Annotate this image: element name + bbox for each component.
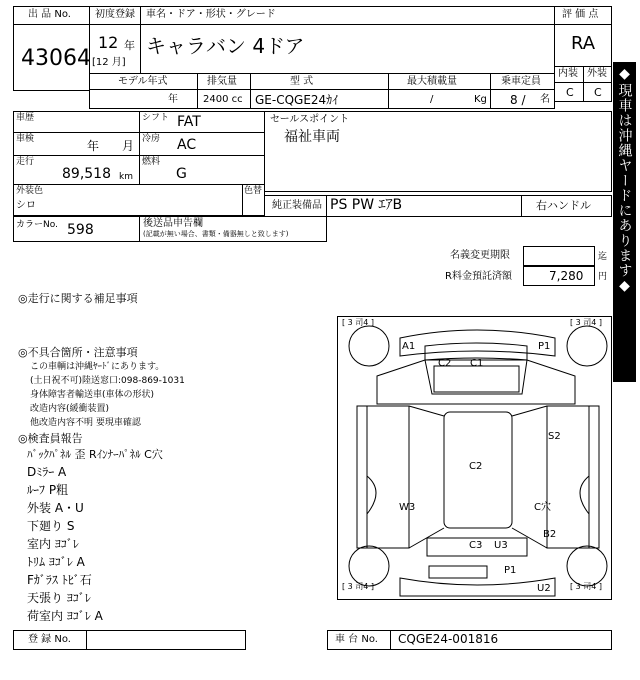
inspection-month: 月: [122, 139, 135, 153]
mark-c2-front: C2: [438, 358, 452, 369]
interior-label: 内装: [558, 68, 578, 79]
defect-line-2: (土日祝不可)陸送窓口:098-869-1031: [30, 376, 185, 386]
recycle-unit: 円: [598, 272, 608, 282]
color-no-label: カラーNo.: [16, 220, 58, 230]
mileage-label: 走行: [16, 157, 35, 167]
reg-no-label: 登 録 No.: [28, 634, 71, 645]
inspector-line-7: ﾄﾘﾑ ﾖｺﾞﾚ A: [27, 555, 85, 569]
inspector-line-6: 室内 ﾖｺﾞﾚ: [27, 537, 79, 551]
equipment-value: PS PW ｴｱB: [330, 197, 403, 213]
capacity-unit: 名: [540, 94, 550, 105]
fuel-label: 燃料: [142, 157, 161, 167]
exterior-grade: C: [594, 86, 602, 99]
front-left-wheel: [349, 326, 389, 366]
registration-label: 初度登録: [95, 9, 135, 20]
location-notice-text: ◆現車は沖縄ヤードにあります◆: [616, 66, 633, 295]
registration-year: 12: [98, 33, 119, 52]
inspector-line-9: 天張り ﾖｺﾞﾚ: [27, 591, 91, 605]
exterior-color-box: [13, 184, 243, 216]
inspector-line-4: 外装 A・U: [27, 501, 84, 515]
exterior-label: 外装: [587, 68, 607, 79]
inspector-line-2: Dﾐﾗｰ A: [27, 465, 67, 479]
registration-year-unit: 年: [124, 39, 135, 52]
chassis-label: 車 台 No.: [335, 634, 378, 645]
score-label: 評 価 点: [562, 9, 599, 20]
mileage-unit: km: [119, 172, 133, 182]
defect-line-4: 改造内容(緩衝装置): [30, 404, 110, 414]
mark-p1-rear: P1: [504, 565, 517, 576]
aftermarket-label: 後送品申告欄: [143, 218, 203, 229]
color-no-value: 598: [67, 222, 94, 238]
shift-value: FAT: [177, 114, 201, 130]
recycle-value: 7,280: [549, 269, 584, 283]
lot-label: 出 品 No.: [28, 9, 71, 20]
capacity-value: 8 /: [510, 93, 526, 107]
diagram-corner-label-bl: [ 3 司4 ]: [342, 582, 375, 591]
mark-c1: C1: [470, 358, 484, 369]
max-load-unit: Kg: [474, 94, 487, 105]
mark-p1-front: P1: [538, 341, 551, 352]
fuel-value: G: [176, 166, 187, 182]
defect-line-1: この車輌は沖縄ﾔｰﾄﾞにあります。: [30, 362, 165, 372]
mark-u3: U3: [494, 540, 508, 551]
max-load-value: /: [430, 94, 434, 105]
model-year-value: 年: [168, 94, 178, 105]
name-change-label: 名義変更期限: [450, 250, 510, 261]
diagram-corner-label-br: [ 3 司4 ]: [570, 582, 603, 591]
rear-right-wheel: [567, 546, 607, 586]
inspector-line-1: ﾊﾞｯｸﾊﾟﾈﾙ 歪 Rｲﾝﾅｰﾊﾟﾈﾙ C穴: [27, 448, 163, 461]
shift-label: シフト: [142, 113, 170, 123]
interior-grade: C: [566, 86, 574, 99]
mark-c-hole: C穴: [534, 502, 551, 513]
inspector-line-8: Fｶﾞﾗｽ ﾄﾋﾞ石: [27, 573, 92, 587]
score-value: RA: [571, 33, 596, 54]
color-change-label: 色替: [244, 186, 263, 196]
vehicle-name: キャラバン 4ドア: [146, 34, 305, 58]
chassis-value: CQGE24-001816: [398, 632, 499, 646]
steering-value: 右ハンドル: [536, 199, 591, 212]
diagram-corner-label-tr: [ 3 司4 ]: [570, 318, 603, 327]
inspector-report-label: ◎検査員報告: [18, 432, 83, 445]
model-year-label: モデル年式: [118, 76, 168, 87]
inspector-line-10: 荷室内 ﾖｺﾞﾚ A: [27, 609, 103, 623]
defects-label: ◎不具合箇所・注意事項: [18, 346, 138, 359]
mark-w3: W3: [399, 502, 416, 513]
name-change-value-box: [523, 246, 595, 266]
vehicle-name-label: 車名・ドア・形状・グレード: [146, 9, 276, 20]
history-label: 車歴: [16, 113, 35, 123]
location-notice-banner: [613, 62, 636, 382]
sales-point-value: 福祉車両: [284, 129, 340, 145]
mark-b2: B2: [543, 529, 557, 540]
front-right-wheel: [567, 326, 607, 366]
mark-c3: C3: [469, 540, 483, 551]
mileage-value: 89,518: [62, 166, 111, 182]
ac-value: AC: [177, 137, 197, 153]
rear-bumper: [400, 578, 555, 596]
registration-month: [12 月]: [92, 57, 126, 68]
inspector-line-5: 下廻り S: [27, 519, 75, 533]
sales-point-label: セールスポイント: [270, 114, 350, 125]
max-load-label: 最大積載量: [407, 76, 457, 87]
recycle-label: R料金預託済額: [445, 271, 512, 282]
diagram-corner-label-tl: [ 3 司4 ]: [342, 318, 375, 327]
displacement-label: 排気量: [207, 76, 237, 87]
type-label: 型 式: [290, 76, 314, 87]
mark-s2: S2: [548, 431, 561, 442]
inspection-year: 年: [87, 139, 100, 153]
type-value: GE-CQGE24ｶｲ: [255, 93, 339, 107]
mark-c2-roof: C2: [469, 461, 483, 472]
mark-u2: U2: [537, 583, 551, 594]
mark-a1: A1: [402, 341, 416, 352]
name-change-unit: 迄: [598, 252, 608, 262]
exterior-color-value: シロ: [16, 200, 36, 211]
exterior-color-label: 外装色: [16, 186, 44, 196]
rear-left-wheel: [349, 546, 389, 586]
rear-plate: [429, 566, 487, 578]
defect-line-5: 他改造内容不明 要現車確認: [30, 418, 141, 428]
displacement-value: 2400 cc: [203, 94, 243, 105]
aftermarket-note: (記載が無い場合、書類・備器無しと致します): [143, 230, 289, 238]
capacity-label: 乗車定員: [501, 76, 541, 87]
driving-notes-label: ◎走行に関する補足事項: [18, 292, 138, 305]
ac-label: 冷房: [142, 134, 161, 144]
inspector-line-3: ﾙｰﾌ P粗: [27, 483, 69, 497]
equipment-label: 純正装備品: [272, 200, 322, 211]
defect-line-3: 身体障害者輸送車(車体の形状): [30, 390, 155, 400]
lot-number: 43064: [21, 46, 91, 71]
inspection-label: 車検: [16, 134, 35, 144]
